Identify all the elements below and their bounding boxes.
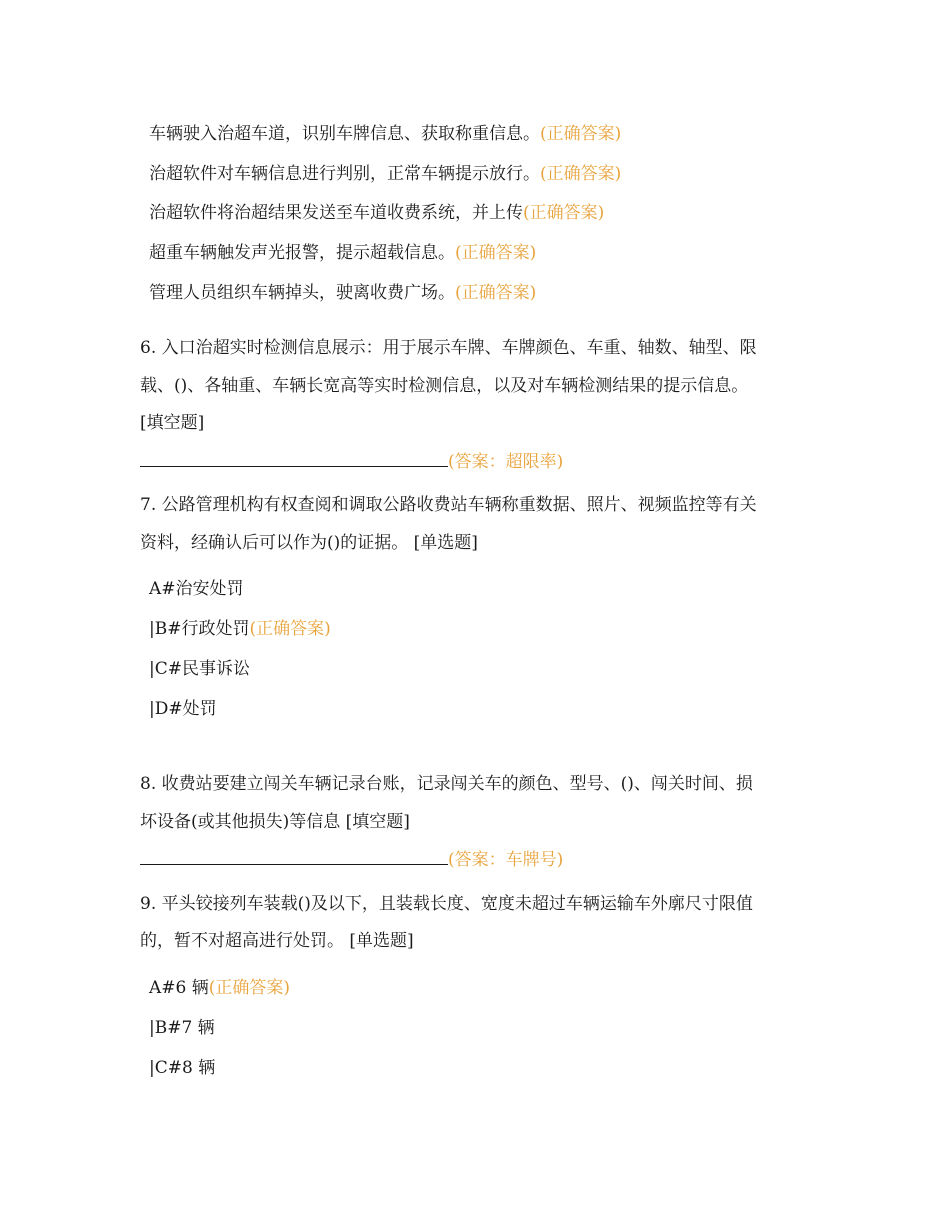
correct-answer-mark: (正确答案) bbox=[249, 619, 331, 639]
question-6-text-line1: 6. 入口治超实时检测信息展示：用于展示车牌、车牌颜色、车重、轴数、轴型、限 bbox=[140, 338, 757, 358]
option-text: 车辆驶入治超车道，识别车牌信息、获取称重信息。 bbox=[149, 124, 540, 144]
question-6-answer-line bbox=[140, 448, 563, 474]
question-7-option-b bbox=[149, 617, 331, 641]
question-8-text-line2: 坏设备(或其他损失)等信息 [填空题] bbox=[140, 812, 410, 832]
option-item bbox=[149, 201, 604, 225]
option-item bbox=[149, 281, 536, 305]
question-6-answer: (答案：超限率) bbox=[448, 452, 564, 472]
option-text: A#6 辆 bbox=[149, 978, 209, 998]
correct-answer-mark: (正确答案) bbox=[208, 978, 291, 998]
question-7-text-line1: 7. 公路管理机构有权查阅和调取公路收费站车辆称重数据、照片、视频监控等有关 bbox=[140, 495, 757, 515]
option-text: 超重车辆触发声光报警，提示超载信息。 bbox=[149, 243, 455, 263]
question-9-text-line2: 的，暂不对超高进行处罚。 [单选题] bbox=[140, 931, 414, 951]
question-8-text-line1: 8. 收费站要建立闯关车辆记录台账，记录闯关车的颜色、型号、()、闯关时间、损 bbox=[140, 774, 753, 794]
option-item bbox=[149, 122, 621, 146]
correct-answer-mark: (正确答案) bbox=[523, 203, 605, 223]
answer-blank bbox=[140, 448, 448, 467]
correct-answer-mark: (正确答案) bbox=[540, 124, 622, 144]
option-item bbox=[149, 162, 621, 186]
question-6-text-line2: 载、()、各轴重、车辆长宽高等实时检测信息，以及对车辆检测结果的提示信息。 bbox=[140, 376, 749, 396]
question-9-option-c: |C#8 辆 bbox=[149, 1058, 216, 1078]
correct-answer-mark: (正确答案) bbox=[455, 283, 537, 303]
option-text: 管理人员组织车辆掉头，驶离收费广场。 bbox=[149, 283, 455, 303]
question-7-text-line2: 资料，经确认后可以作为()的证据。 [单选题] bbox=[140, 533, 478, 553]
option-text: 治超软件将治超结果发送至车道收费系统，并上传 bbox=[149, 203, 523, 223]
correct-answer-mark: (正确答案) bbox=[455, 243, 537, 263]
answer-blank bbox=[140, 846, 448, 865]
question-9-option-a bbox=[149, 976, 290, 1000]
option-text: |B#行政处罚 bbox=[149, 619, 250, 639]
question-7-option-d: |D#处罚 bbox=[149, 699, 217, 719]
question-8-answer: (答案：车牌号) bbox=[448, 850, 564, 870]
correct-answer-mark: (正确答案) bbox=[540, 164, 622, 184]
question-8-answer-line bbox=[140, 846, 563, 872]
question-7-option-a: A#治安处罚 bbox=[149, 579, 244, 599]
question-9-text-line1: 9. 平头铰接列车装载()及以下，且装载长度、宽度未超过车辆运输车外廓尺寸限值 bbox=[140, 894, 753, 914]
question-6-type: [填空题] bbox=[140, 413, 205, 433]
option-text: 治超软件对车辆信息进行判别，正常车辆提示放行。 bbox=[149, 164, 540, 184]
option-item bbox=[149, 241, 536, 265]
question-7-option-c: |C#民事诉讼 bbox=[149, 659, 250, 679]
question-9-option-b: |B#7 辆 bbox=[149, 1018, 215, 1038]
